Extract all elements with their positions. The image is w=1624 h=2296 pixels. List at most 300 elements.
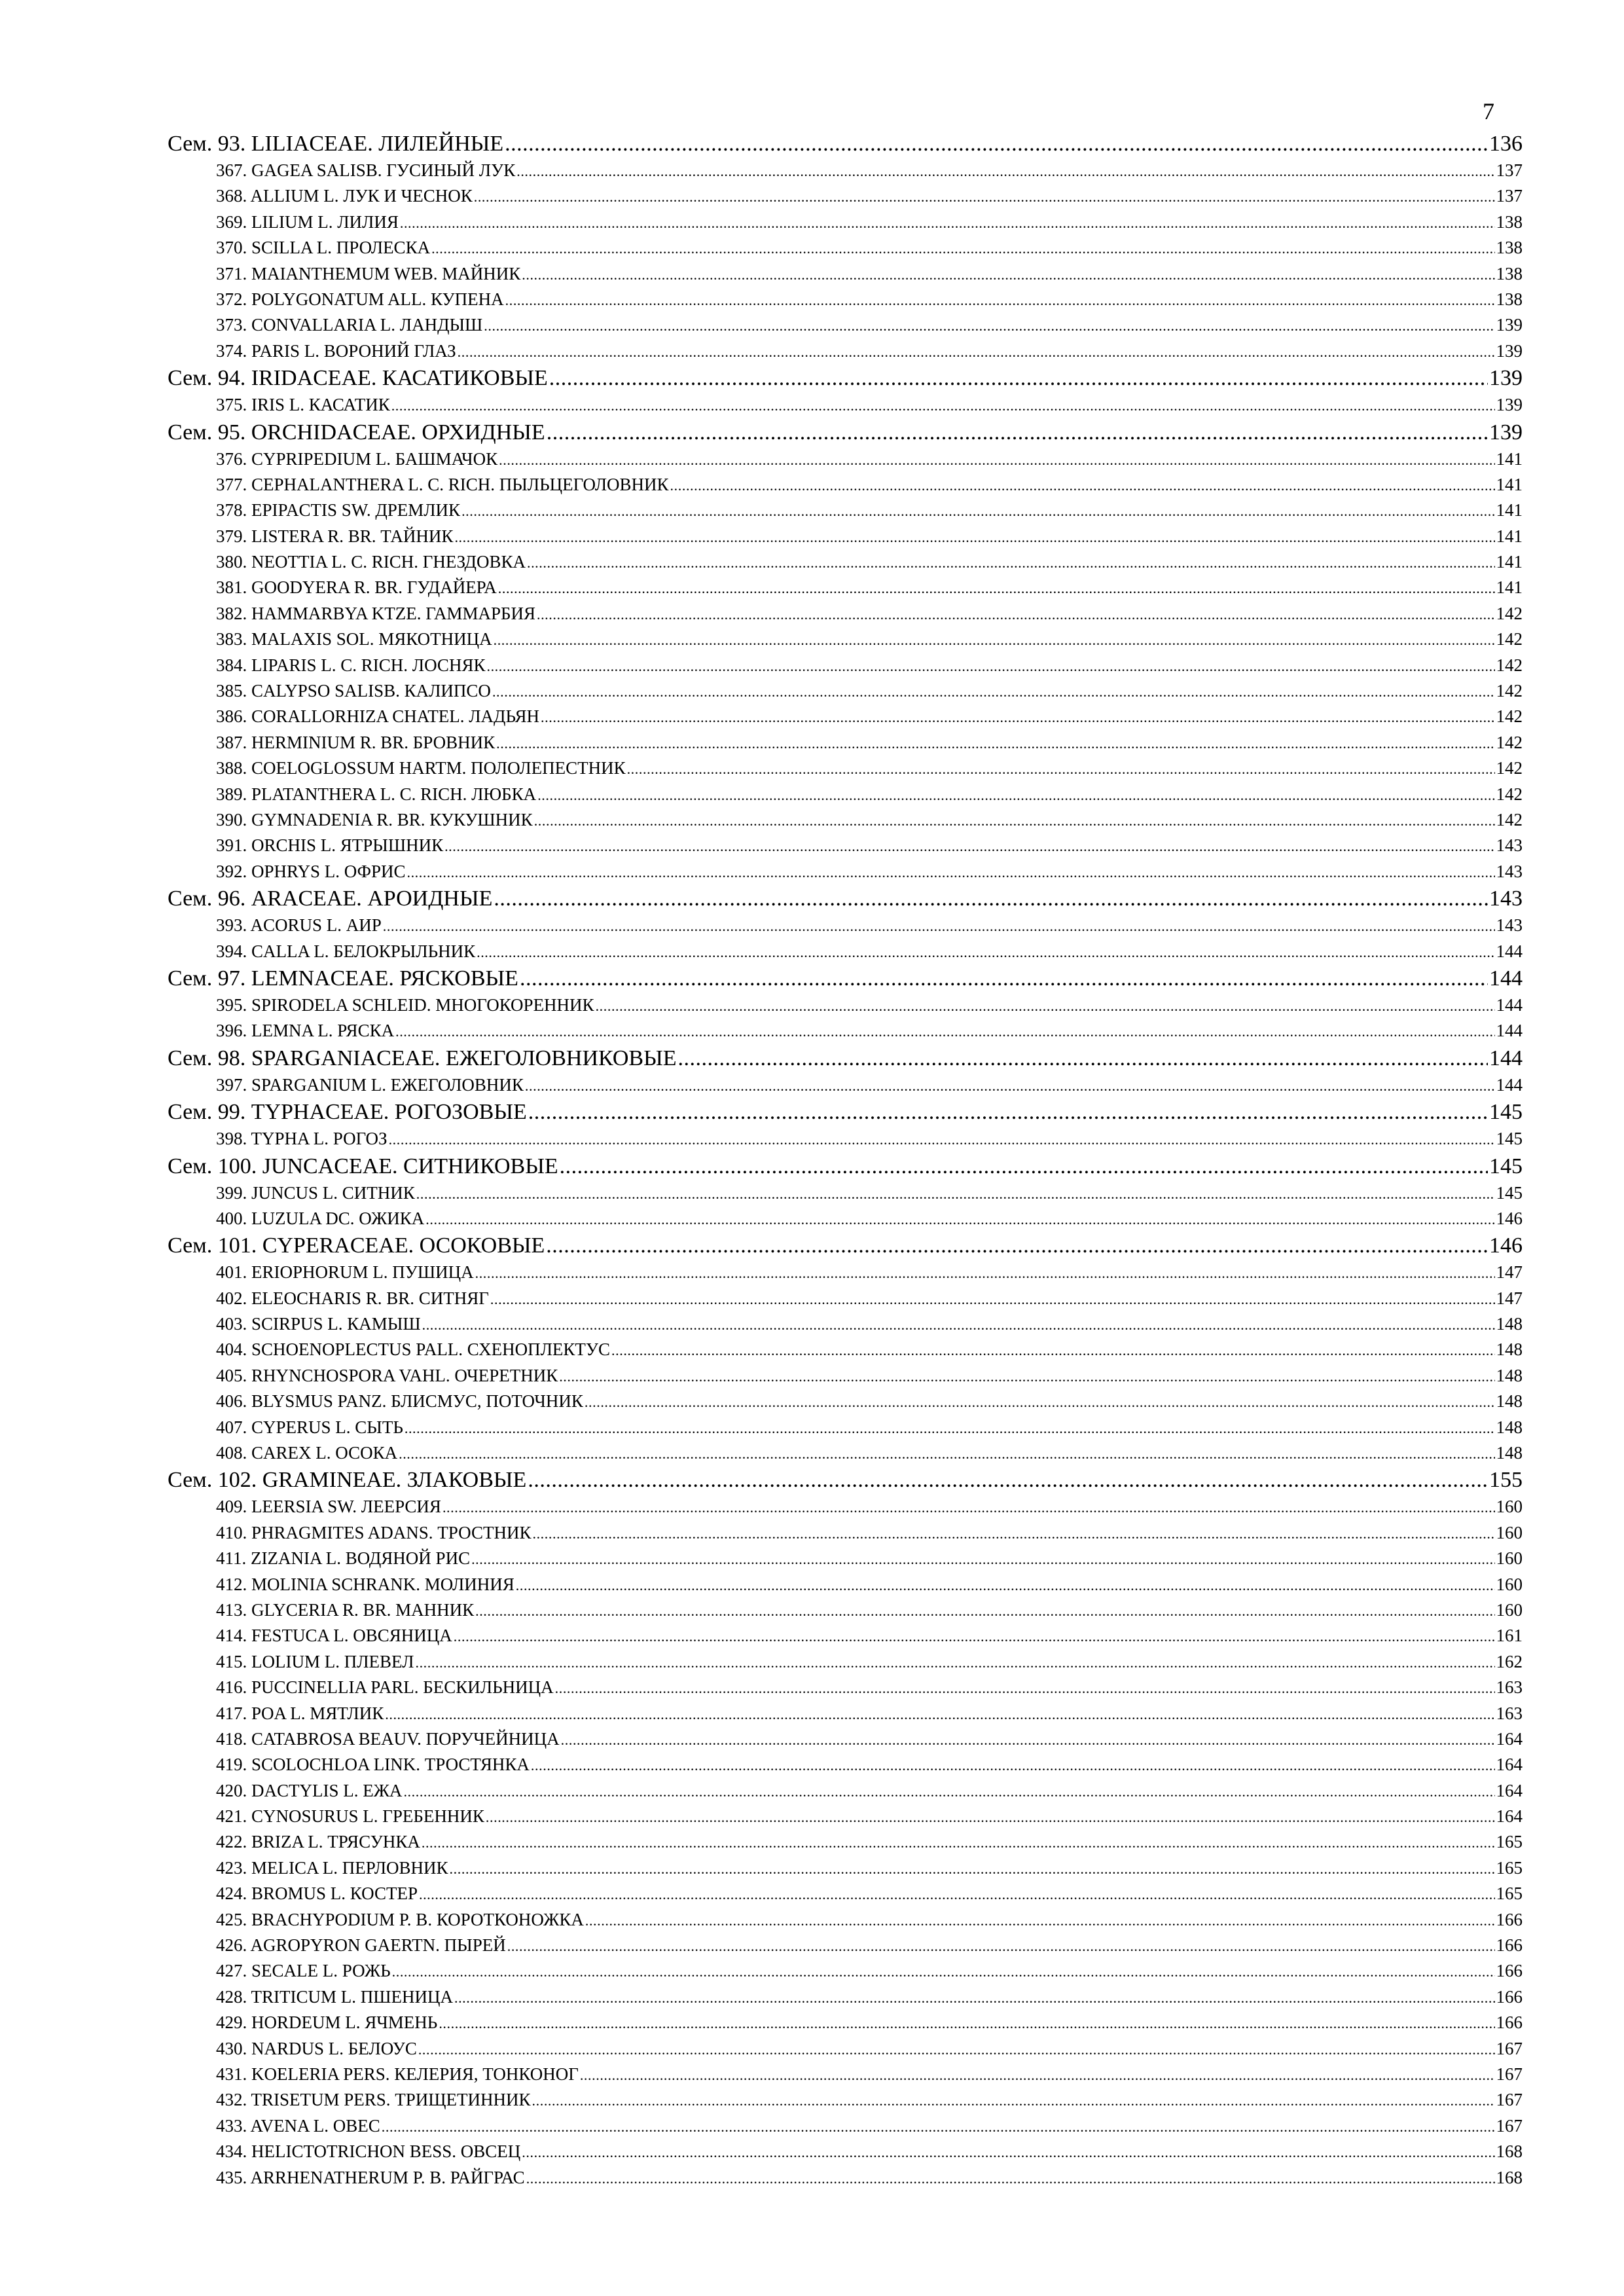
toc-entry-page: 168 xyxy=(1496,2141,1523,2162)
dot-leader xyxy=(474,184,1495,210)
dot-leader xyxy=(611,1338,1494,1363)
toc-entry-label: 391. ORCHIS L. ЯТРЫШНИК xyxy=(216,835,444,856)
toc-entry-label: 377. CEPHALANTHERA L. C. RICH. ПЫЛЬЦЕГОЛОВНИК xyxy=(216,474,669,494)
dot-leader xyxy=(431,236,1494,261)
dot-leader xyxy=(454,1624,1495,1649)
dot-leader xyxy=(494,627,1495,653)
toc-genus-entry xyxy=(168,2113,1523,2139)
toc-entry-label: 412. MOLINIA SCHRANK. МОЛИНИЯ xyxy=(216,1574,514,1594)
dot-leader xyxy=(486,1804,1495,1830)
toc-entry-page: 146 xyxy=(1496,1208,1523,1228)
toc-entry-page: 164 xyxy=(1496,1728,1523,1749)
toc-entry-page: 144 xyxy=(1496,1021,1523,1041)
dot-leader xyxy=(406,860,1494,885)
toc-entry-page: 155 xyxy=(1489,1468,1523,1493)
dot-leader xyxy=(528,1466,1488,1494)
toc-entry-label: 409. LEERSIA SW. ЛЕЕРСИЯ xyxy=(216,1497,441,1517)
toc-entry-label: 396. LEMNA L. РЯСКА xyxy=(216,1021,395,1041)
toc-genus-entry xyxy=(168,1597,1523,1623)
toc-entry-page: 143 xyxy=(1496,835,1523,856)
dot-leader xyxy=(450,1856,1495,1882)
toc-entry-page: 139 xyxy=(1489,366,1523,391)
toc-genus-entry xyxy=(168,549,1523,575)
toc-genus-entry xyxy=(168,524,1523,549)
toc-genus-entry xyxy=(168,1415,1523,1440)
dot-leader xyxy=(486,653,1494,679)
toc-genus-entry xyxy=(168,2062,1523,2087)
toc-genus-entry xyxy=(168,312,1523,338)
toc-entry-label: 410. PHRAGMITES ADANS. ТРОСТНИК xyxy=(216,1522,532,1542)
toc-entry-label: 397. SPARGANIUM L. ЕЖЕГОЛОВНИК xyxy=(216,1074,524,1095)
dot-leader xyxy=(677,1044,1488,1072)
toc-family-entry xyxy=(168,964,1523,993)
toc-entry-page: 142 xyxy=(1496,681,1523,701)
dot-leader xyxy=(522,2140,1494,2165)
toc-entry-label: 405. RHYNCHOSPORA VAHL. ОЧЕРЕТНИК xyxy=(216,1365,558,1385)
toc-entry-page: 166 xyxy=(1496,1909,1523,1929)
dot-leader xyxy=(532,1521,1494,1546)
toc-entry-page: 148 xyxy=(1496,1443,1523,1463)
toc-entry-label: 371. MAIANTHEMUM WEB. МАЙНИК xyxy=(216,263,521,283)
dot-leader xyxy=(559,1364,1494,1389)
toc-entry-page: 145 xyxy=(1496,1129,1523,1149)
toc-genus-entry xyxy=(168,2010,1523,2035)
toc-entry-label: 379. LISTERA R. BR. ТАЙНИК xyxy=(216,526,454,546)
toc-entry-label: 388. COELOGLOSSUM HARTM. ПОЛОЛЕПЕСТНИК xyxy=(216,758,626,778)
toc-genus-entry xyxy=(168,1804,1523,1829)
dot-leader xyxy=(454,1985,1495,2011)
toc-genus-entry xyxy=(168,730,1523,756)
toc-genus-entry xyxy=(168,1546,1523,1571)
toc-entry-page: 148 xyxy=(1496,1365,1523,1385)
dot-leader xyxy=(400,210,1495,236)
toc-genus-entry xyxy=(168,782,1523,807)
toc-entry-page: 165 xyxy=(1496,1884,1523,1904)
toc-entry-page: 160 xyxy=(1496,1548,1523,1569)
dot-leader xyxy=(391,393,1495,418)
toc-entry-page: 143 xyxy=(1489,886,1523,911)
toc-family-entry xyxy=(168,1466,1523,1494)
toc-entry-label: 411. ZIZANIA L. ВОДЯНОЙ РИС xyxy=(216,1548,471,1569)
toc-entry-label: 420. DACTYLIS L. ЕЖА xyxy=(216,1780,403,1800)
toc-entry-page: 162 xyxy=(1496,1651,1523,1671)
toc-genus-entry xyxy=(168,1206,1523,1231)
toc-entry-label: Сем. 101. CYPERACEAE. ОСОКОВЫЕ xyxy=(168,1233,545,1258)
toc-entry-page: 160 xyxy=(1496,1599,1523,1620)
toc-entry-page: 144 xyxy=(1496,994,1523,1015)
dot-leader xyxy=(383,913,1495,939)
toc-entry-label: 374. PARIS L. ВОРОНИЙ ГЛАЗ xyxy=(216,340,456,361)
dot-leader xyxy=(496,731,1494,756)
toc-genus-entry xyxy=(168,1984,1523,2010)
toc-genus-entry xyxy=(168,2036,1523,2062)
toc-genus-entry xyxy=(168,1829,1523,1855)
toc-entry-label: 402. ELEOCHARIS R. BR. СИТНЯГ xyxy=(216,1288,489,1308)
toc-entry-label: 433. AVENA L. ОВЕС xyxy=(216,2115,380,2136)
toc-entry-page: 167 xyxy=(1496,2064,1523,2084)
toc-genus-entry xyxy=(168,1018,1523,1044)
toc-entry-page: 148 xyxy=(1496,1339,1523,1360)
toc-entry-label: 380. NEOTTIA L. C. RICH. ГНЕЗДОВКА xyxy=(216,552,526,572)
toc-genus-entry xyxy=(168,446,1523,472)
toc-entry-page: 141 xyxy=(1496,500,1523,520)
toc-entry-page: 163 xyxy=(1496,1677,1523,1698)
toc-entry-label: 376. CYPRIPEDIUM L. БАШМАЧОК xyxy=(216,448,498,469)
table-of-contents xyxy=(168,130,1523,2191)
toc-entry-page: 165 xyxy=(1496,1857,1523,1878)
dot-leader xyxy=(520,964,1488,993)
toc-genus-entry xyxy=(168,183,1523,209)
dot-leader xyxy=(585,1908,1495,1933)
toc-entry-page: 137 xyxy=(1496,186,1523,206)
toc-entry-label: 393. ACORUS L. АИР xyxy=(216,915,382,936)
toc-entry-label: 424. BROMUS L. КОСТЕР xyxy=(216,1884,418,1904)
toc-entry-label: 394. CALLA L. БЕЛОКРЫЛЬНИК xyxy=(216,941,476,961)
dot-leader xyxy=(418,2037,1495,2062)
toc-entry-label: 416. PUCCINELLIA PARL. БЕСКИЛЬНИЦА xyxy=(216,1677,554,1698)
dot-leader xyxy=(585,1389,1495,1415)
toc-genus-entry xyxy=(168,472,1523,498)
dot-leader xyxy=(419,1882,1495,1907)
toc-entry-label: 422. BRIZA L. ТРЯСУНКА xyxy=(216,1832,420,1852)
dot-leader xyxy=(392,1959,1495,1984)
toc-genus-entry xyxy=(168,1286,1523,1311)
dot-leader xyxy=(522,262,1494,287)
toc-entry-label: 401. ERIOPHORUM L. ПУШИЦА xyxy=(216,1262,474,1283)
dot-leader xyxy=(458,339,1495,365)
toc-genus-entry xyxy=(168,1726,1523,1752)
toc-entry-page: 148 xyxy=(1496,1314,1523,1334)
toc-entry-page: 139 xyxy=(1496,395,1523,415)
toc-entry-page: 136 xyxy=(1489,132,1523,156)
dot-leader xyxy=(580,2062,1495,2088)
dot-leader xyxy=(531,1753,1495,1778)
toc-entry-page: 141 xyxy=(1496,448,1523,469)
toc-entry-page: 139 xyxy=(1489,420,1523,445)
toc-entry-label: 392. OPHRYS L. ОФРИС xyxy=(216,861,406,881)
dot-leader xyxy=(442,1495,1495,1520)
toc-entry-label: 434. HELICTOTRICHON BESS. ОВСЕЦ xyxy=(216,2141,521,2162)
toc-entry-label: 385. CALYPSO SALISB. КАЛИПСО xyxy=(216,681,491,701)
toc-entry-page: 142 xyxy=(1496,603,1523,623)
toc-genus-entry xyxy=(168,756,1523,781)
toc-entry-label: 386. CORALLORHIZA CHATEL. ЛАДЬЯН xyxy=(216,706,540,727)
toc-entry-page: 141 xyxy=(1496,474,1523,494)
toc-entry-page: 145 xyxy=(1496,1182,1523,1203)
toc-genus-entry xyxy=(168,913,1523,938)
toc-genus-entry xyxy=(168,1337,1523,1362)
dot-leader xyxy=(561,1727,1495,1753)
dot-leader xyxy=(516,1573,1495,1598)
dot-leader xyxy=(399,1441,1494,1467)
toc-entry-label: Сем. 97. LEMNACEAE. РЯСКОВЫЕ xyxy=(168,966,518,991)
dot-leader xyxy=(527,550,1495,575)
toc-entry-label: 429. HORDEUM L. ЯЧМЕНЬ xyxy=(216,2013,438,2033)
dot-leader xyxy=(385,1702,1494,1727)
toc-entry-page: 142 xyxy=(1496,784,1523,804)
toc-entry-label: 419. SCOLOCHLOA LINK. ТРОСТЯНКА xyxy=(216,1755,530,1775)
toc-genus-entry xyxy=(168,575,1523,600)
toc-entry-label: 426. AGROPYRON GAERTN. ПЫРЕЙ xyxy=(216,1935,506,1956)
toc-entry-label: 418. CATABROSA BEAUV. ПОРУЧЕЙНИЦА xyxy=(216,1728,560,1749)
toc-entry-page: 167 xyxy=(1496,2038,1523,2058)
toc-family-entry xyxy=(168,418,1523,446)
toc-genus-entry xyxy=(168,498,1523,523)
toc-entry-page: 141 xyxy=(1496,577,1523,598)
dot-leader xyxy=(461,498,1494,524)
toc-entry-page: 145 xyxy=(1489,1100,1523,1125)
toc-genus-entry xyxy=(168,993,1523,1018)
toc-entry-page: 167 xyxy=(1496,2090,1523,2110)
dot-leader xyxy=(537,782,1494,808)
dot-leader xyxy=(627,756,1495,782)
toc-entry-page: 166 xyxy=(1496,1935,1523,1956)
toc-entry-page: 167 xyxy=(1496,2115,1523,2136)
toc-entry-label: 399. JUNCUS L. СИТНИК xyxy=(216,1182,415,1203)
toc-genus-entry xyxy=(168,1958,1523,1984)
toc-genus-entry xyxy=(168,601,1523,627)
toc-entry-page: 148 xyxy=(1496,1391,1523,1412)
dot-leader xyxy=(492,679,1495,704)
toc-entry-page: 163 xyxy=(1496,1703,1523,1723)
dot-leader xyxy=(505,130,1488,158)
dot-leader xyxy=(494,884,1488,913)
toc-entry-page: 138 xyxy=(1496,263,1523,283)
toc-entry-page: 166 xyxy=(1496,1986,1523,2007)
toc-entry-page: 148 xyxy=(1496,1417,1523,1437)
dot-leader xyxy=(422,1830,1495,1855)
toc-entry-page: 138 xyxy=(1496,238,1523,258)
toc-genus-entry xyxy=(168,1701,1523,1726)
toc-entry-page: 168 xyxy=(1496,2167,1523,2187)
toc-entry-page: 147 xyxy=(1496,1288,1523,1308)
toc-family-entry xyxy=(168,1152,1523,1180)
dot-leader xyxy=(475,1598,1494,1624)
dot-leader xyxy=(403,1779,1494,1804)
dot-leader xyxy=(484,313,1494,338)
toc-genus-entry xyxy=(168,392,1523,418)
toc-entry-label: 417. POA L. МЯТЛИК xyxy=(216,1703,384,1723)
dot-leader xyxy=(596,993,1495,1019)
dot-leader xyxy=(555,1675,1495,1701)
toc-entry-label: 428. TRITICUM L. ПШЕНИЦА xyxy=(216,1986,453,2007)
toc-entry-label: 384. LIPARIS L. C. RICH. ЛОСНЯК xyxy=(216,655,486,675)
toc-entry-label: Сем. 93. LILIACEAE. ЛИЛЕЙНЫЕ xyxy=(168,132,504,156)
dot-leader xyxy=(475,1260,1495,1286)
toc-entry-label: 430. NARDUS L. БЕЛОУС xyxy=(216,2038,417,2058)
dot-leader xyxy=(405,1415,1495,1441)
toc-genus-entry xyxy=(168,2139,1523,2164)
toc-genus-entry xyxy=(168,1752,1523,1777)
toc-genus-entry xyxy=(168,1778,1523,1804)
toc-entry-label: 369. LILIUM L. ЛИЛИЯ xyxy=(216,211,399,232)
dot-leader xyxy=(537,602,1495,627)
dot-leader xyxy=(549,364,1488,392)
toc-entry-page: 144 xyxy=(1496,1074,1523,1095)
toc-genus-entry xyxy=(168,1933,1523,1958)
toc-entry-label: 432. TRISETUM PERS. ТРИЩЕТИННИК xyxy=(216,2090,531,2110)
toc-genus-entry xyxy=(168,1126,1523,1152)
toc-entry-label: 378. EPIPACTIS SW. ДРЕМЛИК xyxy=(216,500,461,520)
toc-entry-label: 367. GAGEA SALISB. ГУСИНЫЙ ЛУК xyxy=(216,160,516,180)
toc-entry-label: 413. GLYCERIA R. BR. МАННИК xyxy=(216,1599,475,1620)
toc-genus-entry xyxy=(168,1881,1523,1906)
toc-genus-entry xyxy=(168,807,1523,833)
toc-genus-entry xyxy=(168,1180,1523,1206)
dot-leader xyxy=(415,1650,1494,1675)
toc-genus-entry xyxy=(168,1440,1523,1466)
toc-genus-entry xyxy=(168,287,1523,312)
toc-entry-page: 143 xyxy=(1496,861,1523,881)
toc-entry-label: 407. CYPERUS L. СЫТЬ xyxy=(216,1417,403,1437)
dot-leader xyxy=(439,2011,1494,2036)
toc-entry-label: 390. GYMNADENIA R. BR. КУКУШНИК xyxy=(216,809,533,829)
toc-entry-page: 146 xyxy=(1489,1233,1523,1258)
toc-genus-entry xyxy=(168,158,1523,183)
toc-entry-page: 166 xyxy=(1496,1961,1523,1981)
toc-entry-label: 403. SCIRPUS L. КАМЫШ xyxy=(216,1314,421,1334)
toc-entry-label: Сем. 94. IRIDACEAE. КАСАТИКОВЫЕ xyxy=(168,366,548,391)
toc-entry-page: 138 xyxy=(1496,289,1523,309)
toc-entry-label: 381. GOODYERA R. BR. ГУДАЙЕРА xyxy=(216,577,497,598)
dot-leader xyxy=(505,287,1495,313)
dot-leader xyxy=(499,447,1494,473)
toc-genus-entry xyxy=(168,1260,1523,1285)
dot-leader xyxy=(516,158,1494,184)
toc-entry-label: Сем. 102. GRAMINEAE. ЗЛАКОВЫЕ xyxy=(168,1468,527,1493)
toc-family-entry xyxy=(168,884,1523,913)
toc-entry-label: Сем. 99. TYPHACEAE. РОГОЗОВЫЕ xyxy=(168,1100,527,1125)
toc-entry-page: 142 xyxy=(1496,706,1523,727)
toc-entry-page: 166 xyxy=(1496,2013,1523,2033)
toc-entry-page: 144 xyxy=(1496,941,1523,961)
toc-genus-entry xyxy=(168,2087,1523,2113)
dot-leader xyxy=(546,1231,1488,1260)
toc-entry-page: 139 xyxy=(1496,315,1523,335)
dot-leader xyxy=(389,1127,1495,1152)
toc-family-entry xyxy=(168,1098,1523,1126)
dot-leader xyxy=(416,1181,1495,1207)
dot-leader xyxy=(477,939,1494,965)
toc-entry-label: 423. MELICA L. ПЕРЛОВНИК xyxy=(216,1857,448,1878)
toc-entry-page: 160 xyxy=(1496,1574,1523,1594)
toc-entry-page: 138 xyxy=(1496,211,1523,232)
toc-genus-entry xyxy=(168,1907,1523,1933)
toc-entry-label: 421. CYNOSURUS L. ГРЕБЕННИК xyxy=(216,1806,484,1827)
toc-genus-entry xyxy=(168,1675,1523,1700)
toc-genus-entry xyxy=(168,1363,1523,1389)
dot-leader xyxy=(526,2166,1495,2191)
toc-entry-page: 143 xyxy=(1496,915,1523,936)
toc-entry-page: 164 xyxy=(1496,1806,1523,1827)
toc-family-entry xyxy=(168,1231,1523,1260)
toc-entry-label: Сем. 96. ARACEAE. АРОИДНЫЕ xyxy=(168,886,493,911)
toc-entry-label: 372. POLYGONATUM ALL. КУПЕНА xyxy=(216,289,504,309)
toc-entry-page: 137 xyxy=(1496,160,1523,180)
toc-entry-label: 395. SPIRODELA SCHLEID. МНОГОКОРЕННИК xyxy=(216,994,594,1015)
toc-genus-entry xyxy=(168,704,1523,729)
toc-genus-entry xyxy=(168,1623,1523,1649)
toc-genus-entry xyxy=(168,653,1523,678)
toc-entry-page: 139 xyxy=(1496,340,1523,361)
toc-entry-label: 383. MALAXIS SOL. МЯКОТНИЦА xyxy=(216,629,492,649)
toc-entry-label: 435. ARRHENATHERUM P. B. РАЙГРАС xyxy=(216,2167,525,2187)
toc-entry-label: 415. LOLIUM L. ПЛЕВЕЛ xyxy=(216,1651,414,1671)
toc-genus-entry xyxy=(168,338,1523,364)
toc-entry-label: 382. HAMMARBYA KTZE. ГАММАРБИЯ xyxy=(216,603,535,623)
toc-entry-page: 164 xyxy=(1496,1780,1523,1800)
toc-entry-page: 165 xyxy=(1496,1832,1523,1852)
toc-entry-label: Сем. 100. JUNCACEAE. СИТНИКОВЫЕ xyxy=(168,1154,558,1178)
toc-genus-entry xyxy=(168,1855,1523,1881)
toc-genus-entry xyxy=(168,1649,1523,1675)
dot-leader xyxy=(471,1546,1494,1572)
toc-genus-entry xyxy=(168,210,1523,235)
toc-genus-entry xyxy=(168,235,1523,261)
toc-genus-entry xyxy=(168,859,1523,884)
toc-entry-label: 414. FESTUCA L. ОВСЯНИЦА xyxy=(216,1626,452,1646)
toc-entry-label: 368. ALLIUM L. ЛУК И ЧЕСНОК xyxy=(216,186,473,206)
toc-genus-entry xyxy=(168,1494,1523,1520)
toc-entry-page: 142 xyxy=(1496,809,1523,829)
toc-family-entry xyxy=(168,364,1523,392)
dot-leader xyxy=(382,2114,1495,2140)
dot-leader xyxy=(532,2088,1495,2113)
dot-leader xyxy=(547,418,1488,446)
toc-entry-label: Сем. 98. SPARGANIACEAE. ЕЖЕГОЛОВНИКОВЫЕ xyxy=(168,1046,677,1070)
dot-leader xyxy=(507,1933,1495,1959)
toc-entry-label: 425. BRACHYPODIUM P. B. КОРОТКОНОЖКА xyxy=(216,1909,584,1929)
toc-entry-label: Сем. 95. ORCHIDACEAE. ОРХИДНЫЕ xyxy=(168,420,545,445)
toc-genus-entry xyxy=(168,1572,1523,1597)
toc-genus-entry xyxy=(168,833,1523,858)
dot-leader xyxy=(444,833,1494,859)
toc-entry-page: 142 xyxy=(1496,758,1523,778)
dot-leader xyxy=(425,1207,1494,1232)
toc-genus-entry xyxy=(168,2165,1523,2191)
toc-genus-entry xyxy=(168,1520,1523,1546)
dot-leader xyxy=(454,524,1494,550)
toc-entry-label: 387. HERMINIUM R. BR. БРОВНИК xyxy=(216,732,496,752)
toc-entry-page: 160 xyxy=(1496,1522,1523,1542)
dot-leader xyxy=(670,473,1495,498)
dot-leader xyxy=(525,1073,1495,1099)
dot-leader xyxy=(395,1019,1494,1044)
toc-genus-entry xyxy=(168,261,1523,287)
toc-entry-label: 408. CAREX L. ОСОКА xyxy=(216,1443,398,1463)
dot-leader xyxy=(490,1286,1495,1312)
toc-entry-label: 427. SECALE L. РОЖЬ xyxy=(216,1961,391,1981)
dot-leader xyxy=(498,575,1495,601)
toc-entry-label: 373. CONVALLARIA L. ЛАНДЫШ xyxy=(216,315,483,335)
toc-genus-entry xyxy=(168,939,1523,964)
toc-entry-page: 145 xyxy=(1489,1154,1523,1178)
toc-entry-page: 142 xyxy=(1496,655,1523,675)
toc-genus-entry xyxy=(168,1311,1523,1337)
toc-entry-label: 375. IRIS L. КАСАТИК xyxy=(216,395,390,415)
page-number: 7 xyxy=(1483,98,1494,124)
dot-leader xyxy=(560,1152,1488,1180)
toc-entry-page: 164 xyxy=(1496,1755,1523,1775)
toc-entry-label: 398. TYPHA L. РОГОЗ xyxy=(216,1129,388,1149)
toc-genus-entry xyxy=(168,678,1523,704)
toc-genus-entry xyxy=(168,1072,1523,1098)
toc-entry-page: 142 xyxy=(1496,732,1523,752)
toc-entry-label: 431. KOELERIA PERS. КЕЛЕРИЯ, ТОНКОНОГ xyxy=(216,2064,579,2084)
toc-entry-page: 144 xyxy=(1489,966,1523,991)
toc-genus-entry xyxy=(168,627,1523,652)
toc-family-entry xyxy=(168,1044,1523,1072)
